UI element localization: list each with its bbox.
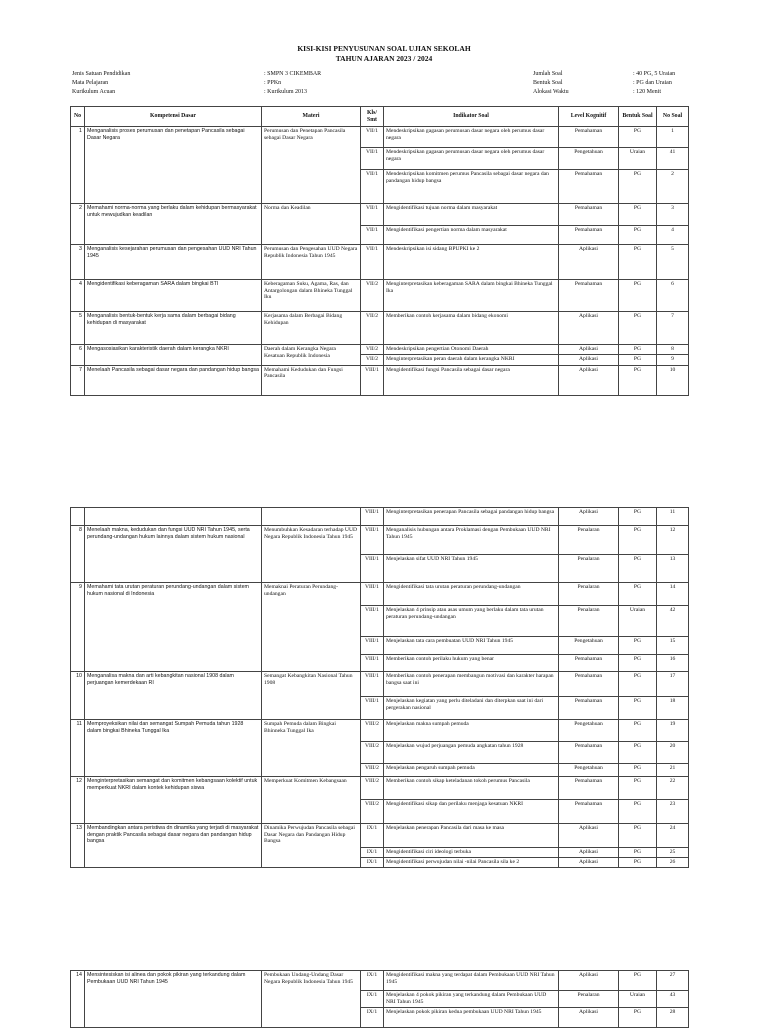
cell-materi: Perumusan dan Penetapan Pancasila sebagai Dasar Negara — [262, 127, 361, 204]
cell-indikator-soal: Menjelaskan wujud perjuangan pemuda angkatan tahun 1928 — [384, 742, 559, 764]
cell-indikator-soal: Mengidentifikasi tujuan norma dalam masyarakat — [384, 204, 559, 226]
cell-materi: Memperkuat Komitmen Kebangsaan — [262, 777, 361, 824]
table-row — [71, 824, 689, 848]
cell-no: 5 — [71, 312, 85, 345]
cell-level-kognitif: Aplikasi — [559, 1008, 619, 1028]
cell-level-kognitif: Penalaran — [559, 583, 619, 606]
cell-kls-smt: IX/1 — [361, 971, 384, 991]
cell-kompetensi-dasar: Membandingkan antara peristiwa dn dinamika yang terjadi di masyarakat dengan praktik Pancasila sebagai dasar negara dan pandangan hidup bangsa — [85, 824, 262, 868]
cell-kompetensi-dasar: Memahami tata urutan peraturan perundang-undangan dalam sistem hukum nasional di Indonesia — [85, 583, 262, 672]
cell-no-soal: 13 — [657, 555, 689, 583]
cell-bentuk-soal: PG — [619, 800, 657, 824]
cell-indikator-soal: Menginterpretasikan peran daerah dalam kerangka NKRI — [384, 354, 559, 365]
cell-no — [71, 508, 85, 526]
cell-no-soal: 8 — [657, 345, 689, 355]
cell-kls-smt: VII/1 — [361, 226, 384, 245]
header-level-kognitif: Level Kognitif — [559, 107, 619, 127]
header-kompetensi-dasar: Kompetensi Dasar — [85, 107, 262, 127]
cell-kls-smt: VIII/1 — [361, 672, 384, 697]
cell-kompetensi-dasar: Mengasosiasikan karakteristik daerah dalam kerangka NKRI — [85, 345, 262, 366]
cell-kompetensi-dasar: Menginterpretasikan semangat dan komitmen kebangsaan kolektif untuk memperkuat NKRI dalam kontek kehidupan siswa — [85, 777, 262, 824]
cell-indikator-soal: Mengidentifikasi tata urutan peraturan perundang-undangan — [384, 583, 559, 606]
cell-bentuk-soal: PG — [619, 720, 657, 742]
cell-indikator-soal: Mengidentifikasi perwujudan nilai -nilai Pancasila sila ke 2 — [384, 858, 559, 868]
cell-no-soal: 24 — [657, 824, 689, 848]
cell-bentuk-soal: PG — [619, 858, 657, 868]
cell-indikator-soal: Menjelaskan sifat UUD NRI Tahun 1945 — [384, 555, 559, 583]
meta-value: : Kurikulum 2013 — [264, 89, 307, 95]
cell-no-soal: 4 — [657, 226, 689, 245]
cell-materi: Daerah dalam Kerangka Negara Kesatuan Republik Indonesia — [262, 345, 361, 366]
cell-bentuk-soal: PG — [619, 697, 657, 720]
cell-bentuk-soal: PG — [619, 655, 657, 672]
cell-no-soal: 23 — [657, 800, 689, 824]
cell-kompetensi-dasar: Menganalisis kesejarahan perumusan dan pengesahan UUD NRI Tahun 1945 — [85, 245, 262, 280]
kisi-table-part-1 — [70, 106, 689, 396]
cell-bentuk-soal: PG — [619, 1008, 657, 1028]
cell-no: 8 — [71, 526, 85, 583]
cell-bentuk-soal: PG — [619, 637, 657, 655]
cell-level-kognitif: Pemahaman — [559, 170, 619, 204]
cell-no-soal: 6 — [657, 280, 689, 312]
cell-level-kognitif: Pengetahuan — [559, 720, 619, 742]
cell-no-soal: 3 — [657, 204, 689, 226]
cell-kls-smt: VII/1 — [361, 170, 384, 204]
cell-no-soal: 2 — [657, 170, 689, 204]
cell-level-kognitif: Aplikasi — [559, 971, 619, 991]
cell-indikator-soal: Menjelaskan 4 pokok pikiran yang terkandung dalam Pembukaan UUD NRI Tahun 1945 — [384, 991, 559, 1008]
cell-indikator-soal: Menjelaskan kegiatan yang perlu diteladani dan diterpkan saat ini dari pergerakan nasional — [384, 697, 559, 720]
table-row — [71, 526, 689, 555]
cell-no-soal: 7 — [657, 312, 689, 345]
cell-materi: Memahami Kedudukan dan Fungsi Pancasila — [262, 365, 361, 395]
cell-bentuk-soal: PG — [619, 824, 657, 848]
cell-no-soal: 17 — [657, 672, 689, 697]
table-row — [71, 280, 689, 312]
cell-kls-smt: VII/1 — [361, 127, 384, 148]
cell-bentuk-soal: PG — [619, 127, 657, 148]
cell-bentuk-soal: PG — [619, 583, 657, 606]
cell-level-kognitif: Pengetahuan — [559, 764, 619, 777]
cell-no: 9 — [71, 583, 85, 672]
cell-no-soal: 18 — [657, 697, 689, 720]
cell-no: 4 — [71, 280, 85, 312]
table-row — [71, 971, 689, 991]
meta-value: : SMPN 3 CIKEMBAR — [264, 71, 322, 77]
cell-level-kognitif: Pemahaman — [559, 800, 619, 824]
cell-bentuk-soal: PG — [619, 764, 657, 777]
cell-kls-smt: VIII/2 — [361, 742, 384, 764]
cell-no: 7 — [71, 365, 85, 395]
cell-level-kognitif: Aplikasi — [559, 245, 619, 280]
cell-indikator-soal: Menjelaskan pokok pikiran kedua pembukaan UUD NRI Tahun 1945 — [384, 1008, 559, 1028]
cell-bentuk-soal: PG — [619, 777, 657, 800]
cell-kls-smt: VII/2 — [361, 280, 384, 312]
cell-bentuk-soal: PG — [619, 345, 657, 355]
cell-level-kognitif: Pemahaman — [559, 697, 619, 720]
cell-indikator-soal: Menginterpretasikan keberagaman SARA dalam bingkai Bhineka Tunggal Ika — [384, 280, 559, 312]
cell-bentuk-soal: PG — [619, 526, 657, 555]
meta-value: : PPKn — [264, 80, 282, 86]
cell-bentuk-soal: PG — [619, 280, 657, 312]
cell-indikator-soal: Menjelaskan pengaruh sumpah pemuda — [384, 764, 559, 777]
cell-level-kognitif: Pemahaman — [559, 672, 619, 697]
meta-value: : 40 PG, 5 Uraian — [633, 71, 676, 77]
cell-materi: Norma dan Keadilan — [262, 204, 361, 245]
table-row — [71, 365, 689, 395]
cell-level-kognitif: Aplikasi — [559, 365, 619, 395]
cell-materi: Sumpah Pemuda dalam Bingkai Bhinneka Tunggal Ika — [262, 720, 361, 777]
cell-materi: Memaknai Peraturan Perundang-undangan — [262, 583, 361, 672]
table-row — [71, 345, 689, 355]
cell-level-kognitif: Pemahaman — [559, 280, 619, 312]
meta-row — [533, 70, 675, 79]
cell-kls-smt: VIII/2 — [361, 764, 384, 777]
cell-bentuk-soal: PG — [619, 555, 657, 583]
cell-level-kognitif: Penalaran — [559, 991, 619, 1008]
cell-no-soal: 5 — [657, 245, 689, 280]
cell-bentuk-soal: Uraian — [619, 991, 657, 1008]
cell-kompetensi-dasar: Mengidentifikasi keberagaman SARA dalam bingkai BTI — [85, 280, 262, 312]
table-row — [71, 777, 689, 800]
cell-indikator-soal: Menjelaskan tata cara pembuatan UUD NRI Tahun 1945 — [384, 637, 559, 655]
cell-bentuk-soal: PG — [619, 245, 657, 280]
cell-indikator-soal: Memberikan contoh kerjasama dalam bidang ekonomi — [384, 312, 559, 345]
cell-no-soal: 12 — [657, 526, 689, 555]
cell-level-kognitif: Penalaran — [559, 555, 619, 583]
cell-indikator-soal: Menginterpretasikan penerapan Pancasila sebagai pandangan hidup bangsa — [384, 508, 559, 526]
cell-kompetensi-dasar: Menelaah makna, kedudukan dan fungsi UUD NRI Tahun 1945, serta perundang-undangan hukum lainnya dalam sistem hukum nasional — [85, 526, 262, 583]
meta-label: Bentuk Soal — [533, 80, 563, 86]
cell-level-kognitif: Aplikasi — [559, 312, 619, 345]
meta-row — [533, 88, 675, 97]
table-row — [71, 127, 689, 148]
cell-level-kognitif: Aplikasi — [559, 824, 619, 848]
table-row — [71, 672, 689, 697]
cell-kls-smt: VII/1 — [361, 204, 384, 226]
cell-kompetensi-dasar: Menelaah Pancasila sebagai dasar negara dan pandangan hidup bangsa — [85, 365, 262, 395]
cell-bentuk-soal: PG — [619, 971, 657, 991]
meta-label: Alokasi Waktu — [533, 89, 569, 95]
cell-kls-smt: IX/1 — [361, 1008, 384, 1028]
cell-kompetensi-dasar: Memahami norma-norma yang berlaku dalam kehidupan bermasyarakat untuk mewujudkan keadilan — [85, 204, 262, 245]
cell-indikator-soal: Mengidentifikasi pengertian norma dalam masyarakat — [384, 226, 559, 245]
table-row — [71, 312, 689, 345]
cell-bentuk-soal: PG — [619, 204, 657, 226]
cell-no: 3 — [71, 245, 85, 280]
cell-indikator-soal: Mendeskripsikan komitmen perumus Pancasila sebagai dasar negara dan pandangan hidup bangsa — [384, 170, 559, 204]
cell-kompetensi-dasar: Memproyeksikan nilai dan semangat Sumpah Pemuda tahun 1928 dalam bingkai Bhineka Tunggal Ika — [85, 720, 262, 777]
cell-indikator-soal: Mengidentifikasi fungsi Pancasila sebagai dasar negara — [384, 365, 559, 395]
cell-materi — [262, 508, 361, 526]
cell-indikator-soal: Mendeskripsikan pengertian Otonomi Daerah — [384, 345, 559, 355]
cell-level-kognitif: Pemahaman — [559, 655, 619, 672]
cell-level-kognitif: Pemahaman — [559, 204, 619, 226]
cell-level-kognitif: Aplikasi — [559, 508, 619, 526]
cell-kompetensi-dasar: Menganalisis bentuk-bentuk kerja sama dalam berbagai bidang kehidupan di masyarakat — [85, 312, 262, 345]
table-row — [71, 245, 689, 280]
cell-no-soal: 26 — [657, 858, 689, 868]
cell-no-soal: 11 — [657, 508, 689, 526]
cell-no-soal: 1 — [657, 127, 689, 148]
header-kls-smt: Kls/ Smt — [361, 107, 384, 127]
meta-label: Kurikulum Acuan — [72, 89, 116, 95]
cell-level-kognitif: Pemahaman — [559, 777, 619, 800]
cell-kls-smt: VII/2 — [361, 312, 384, 345]
meta-row — [72, 70, 321, 79]
cell-indikator-soal: Menjelaskan makna sumpah pemuda — [384, 720, 559, 742]
cell-kls-smt: VIII/2 — [361, 777, 384, 800]
cell-kls-smt: VII/2 — [361, 354, 384, 365]
cell-materi: Menumbuhkan Kesadaran terhadap UUD Negara Republik Indonesia Tahun 1945 — [262, 526, 361, 583]
cell-kls-smt: IX/1 — [361, 848, 384, 858]
cell-no-soal: 25 — [657, 848, 689, 858]
cell-no-soal: 41 — [657, 148, 689, 170]
table-row — [71, 508, 689, 526]
cell-no: 1 — [71, 127, 85, 204]
cell-no-soal: 14 — [657, 583, 689, 606]
cell-indikator-soal: Mendeskripsikan gagasan perumusan dasar negara oleh perumus dasar negara — [384, 127, 559, 148]
cell-no: 11 — [71, 720, 85, 777]
cell-no-soal: 16 — [657, 655, 689, 672]
meta-row — [72, 79, 321, 88]
cell-level-kognitif: Pemahaman — [559, 226, 619, 245]
cell-no-soal: 22 — [657, 777, 689, 800]
cell-kls-smt: VIII/1 — [361, 583, 384, 606]
cell-no: 14 — [71, 971, 85, 1028]
cell-kompetensi-dasar — [85, 508, 262, 526]
cell-materi: Semangat Kebangkitan Nasional Tahun 1908 — [262, 672, 361, 720]
document-subtitle: TAHUN AJARAN 2023 / 2024 — [335, 54, 433, 63]
cell-bentuk-soal: PG — [619, 354, 657, 365]
cell-level-kognitif: Pemahaman — [559, 742, 619, 764]
cell-bentuk-soal: Uraian — [619, 148, 657, 170]
cell-materi: Keberagaman Suku, Agama, Ras, dan Antargolongan dalam Bhineka Tunggal Iku — [262, 280, 361, 312]
cell-no-soal: 10 — [657, 365, 689, 395]
cell-bentuk-soal: PG — [619, 848, 657, 858]
cell-no: 2 — [71, 204, 85, 245]
cell-kls-smt: VII/1 — [361, 245, 384, 280]
cell-no: 13 — [71, 824, 85, 868]
cell-bentuk-soal: PG — [619, 312, 657, 345]
cell-kls-smt: VIII/1 — [361, 637, 384, 655]
cell-no-soal: 27 — [657, 971, 689, 991]
kisi-table-part-2 — [70, 507, 689, 868]
kisi-table-part-3 — [70, 970, 689, 1028]
cell-bentuk-soal: PG — [619, 672, 657, 697]
cell-indikator-soal: Memberikan contoh sikap keteladanan tokoh perumus Pancasila — [384, 777, 559, 800]
meta-value: : PG dan Uraian — [633, 80, 672, 86]
cell-no-soal: 21 — [657, 764, 689, 777]
cell-kls-smt: VIII/1 — [361, 555, 384, 583]
cell-indikator-soal: Menganalisis hubungan antara Proklamasi dengan Pembukaan UUD NRI Tahun 1945 — [384, 526, 559, 555]
cell-bentuk-soal: PG — [619, 226, 657, 245]
document-title: KISI-KISI PENYUSUNAN SOAL UJIAN SEKOLAH — [297, 44, 471, 53]
cell-level-kognitif: Aplikasi — [559, 345, 619, 355]
table-row — [71, 720, 689, 742]
meta-label: Jenis Satuan Pendidikan — [72, 71, 131, 77]
cell-bentuk-soal: Uraian — [619, 606, 657, 637]
cell-materi: Pembukaan Undang-Undang Dasar Negara Republik Indonesia Tahun 1945 — [262, 971, 361, 1028]
cell-no-soal: 9 — [657, 354, 689, 365]
cell-kls-smt: VIII/2 — [361, 800, 384, 824]
cell-no-soal: 28 — [657, 1008, 689, 1028]
cell-kls-smt: IX/1 — [361, 991, 384, 1008]
cell-level-kognitif: Pengetahuan — [559, 637, 619, 655]
cell-kls-smt: IX/1 — [361, 824, 384, 848]
cell-no-soal: 42 — [657, 606, 689, 637]
cell-level-kognitif: Aplikasi — [559, 848, 619, 858]
cell-kls-smt: IX/1 — [361, 858, 384, 868]
header-indikator-soal: Indikator Soal — [384, 107, 559, 127]
cell-no: 6 — [71, 345, 85, 366]
cell-bentuk-soal: PG — [619, 365, 657, 395]
cell-indikator-soal: Mengidentifikasi ciri ideologi terbuka — [384, 848, 559, 858]
cell-no: 10 — [71, 672, 85, 720]
cell-indikator-soal: Mengidentifikasi sikap dan perilaku menjaga kesatuan NKRI — [384, 800, 559, 824]
cell-indikator-soal: Mendeskripsikan isi sidang BPUPKI ke 2 — [384, 245, 559, 280]
cell-indikator-soal: Menjelaskan penerapan Pancasila dari masa ke masa — [384, 824, 559, 848]
meta-right — [533, 70, 675, 97]
cell-level-kognitif: Pemahaman — [559, 127, 619, 148]
cell-kls-smt: VIII/1 — [361, 655, 384, 672]
cell-kls-smt: VIII/1 — [361, 365, 384, 395]
meta-left — [72, 70, 321, 97]
meta-label: Jumlah Soal — [533, 71, 563, 77]
cell-kls-smt: VIII/1 — [361, 526, 384, 555]
cell-no-soal: 43 — [657, 991, 689, 1008]
cell-materi: Kerjasama dalam Berbagai Bidang Kehidupan — [262, 312, 361, 345]
cell-kompetensi-dasar: Mensintesiskan isi alinea dan pokok pikiran yang terkandung dalam Pembukaan UUD NRI Tahun 1945 — [85, 971, 262, 1028]
cell-kls-smt: VIII/2 — [361, 720, 384, 742]
meta-value: : 120 Menit — [633, 89, 661, 95]
cell-bentuk-soal: PG — [619, 742, 657, 764]
cell-indikator-soal: Menjelaskan 4 prinsip atau asas umum yang berlaku dalam tata urutan peraturan perundang-undangan — [384, 606, 559, 637]
cell-indikator-soal: Mengidentifikasi makna yang terdapat dalam Pembukaan UUD NRI Tahun 1945 — [384, 971, 559, 991]
table-row — [71, 583, 689, 606]
header-no-soal: No Soal — [657, 107, 689, 127]
table-row — [71, 204, 689, 226]
cell-kls-smt: VII/1 — [361, 148, 384, 170]
cell-level-kognitif: Penalaran — [559, 606, 619, 637]
cell-kls-smt: VII/2 — [361, 345, 384, 355]
cell-materi: Dinamika Perwujudan Pancasila sebagai Dasar Negara dan Pandangan Hidup Bangsa — [262, 824, 361, 868]
header-no: No — [71, 107, 85, 127]
cell-no: 12 — [71, 777, 85, 824]
cell-kls-smt: VIII/1 — [361, 697, 384, 720]
cell-no-soal: 15 — [657, 637, 689, 655]
header-materi: Materi — [262, 107, 361, 127]
cell-level-kognitif: Pengetahuan — [559, 148, 619, 170]
cell-bentuk-soal: PG — [619, 508, 657, 526]
cell-level-kognitif: Aplikasi — [559, 858, 619, 868]
meta-row — [72, 88, 321, 97]
meta-row — [533, 79, 675, 88]
cell-bentuk-soal: PG — [619, 170, 657, 204]
cell-materi: Perumusan dan Pengesahan UUD Negara Republik Indonesia Tahun 1945 — [262, 245, 361, 280]
cell-indikator-soal: Memberikan contoh perilaku hukum yang benar — [384, 655, 559, 672]
meta-label: Mata Pelajaran — [72, 80, 109, 86]
cell-kls-smt: VIII/1 — [361, 508, 384, 526]
cell-indikator-soal: Mendeskripsikan gagasan perumusan dasar negara oleh perumus dasar negara — [384, 148, 559, 170]
cell-kompetensi-dasar: Menganalisa makna dan arti kebangkitan nasional 1908 dalam perjuangan kemerdekaan RI — [85, 672, 262, 720]
cell-kls-smt: VIII/1 — [361, 606, 384, 637]
header-bentuk-soal: Bentuk Soal — [619, 107, 657, 127]
cell-indikator-soal: Memberikan contoh penerapan membangun motivasi dan karakter harapan bangsa saat ini — [384, 672, 559, 697]
cell-kompetensi-dasar: Menganalisis proses perumusan dan penetapan Pancasila sebagai Dasar Negara — [85, 127, 262, 204]
cell-level-kognitif: Aplikasi — [559, 354, 619, 365]
cell-no-soal: 19 — [657, 720, 689, 742]
cell-level-kognitif: Penalaran — [559, 526, 619, 555]
cell-no-soal: 20 — [657, 742, 689, 764]
